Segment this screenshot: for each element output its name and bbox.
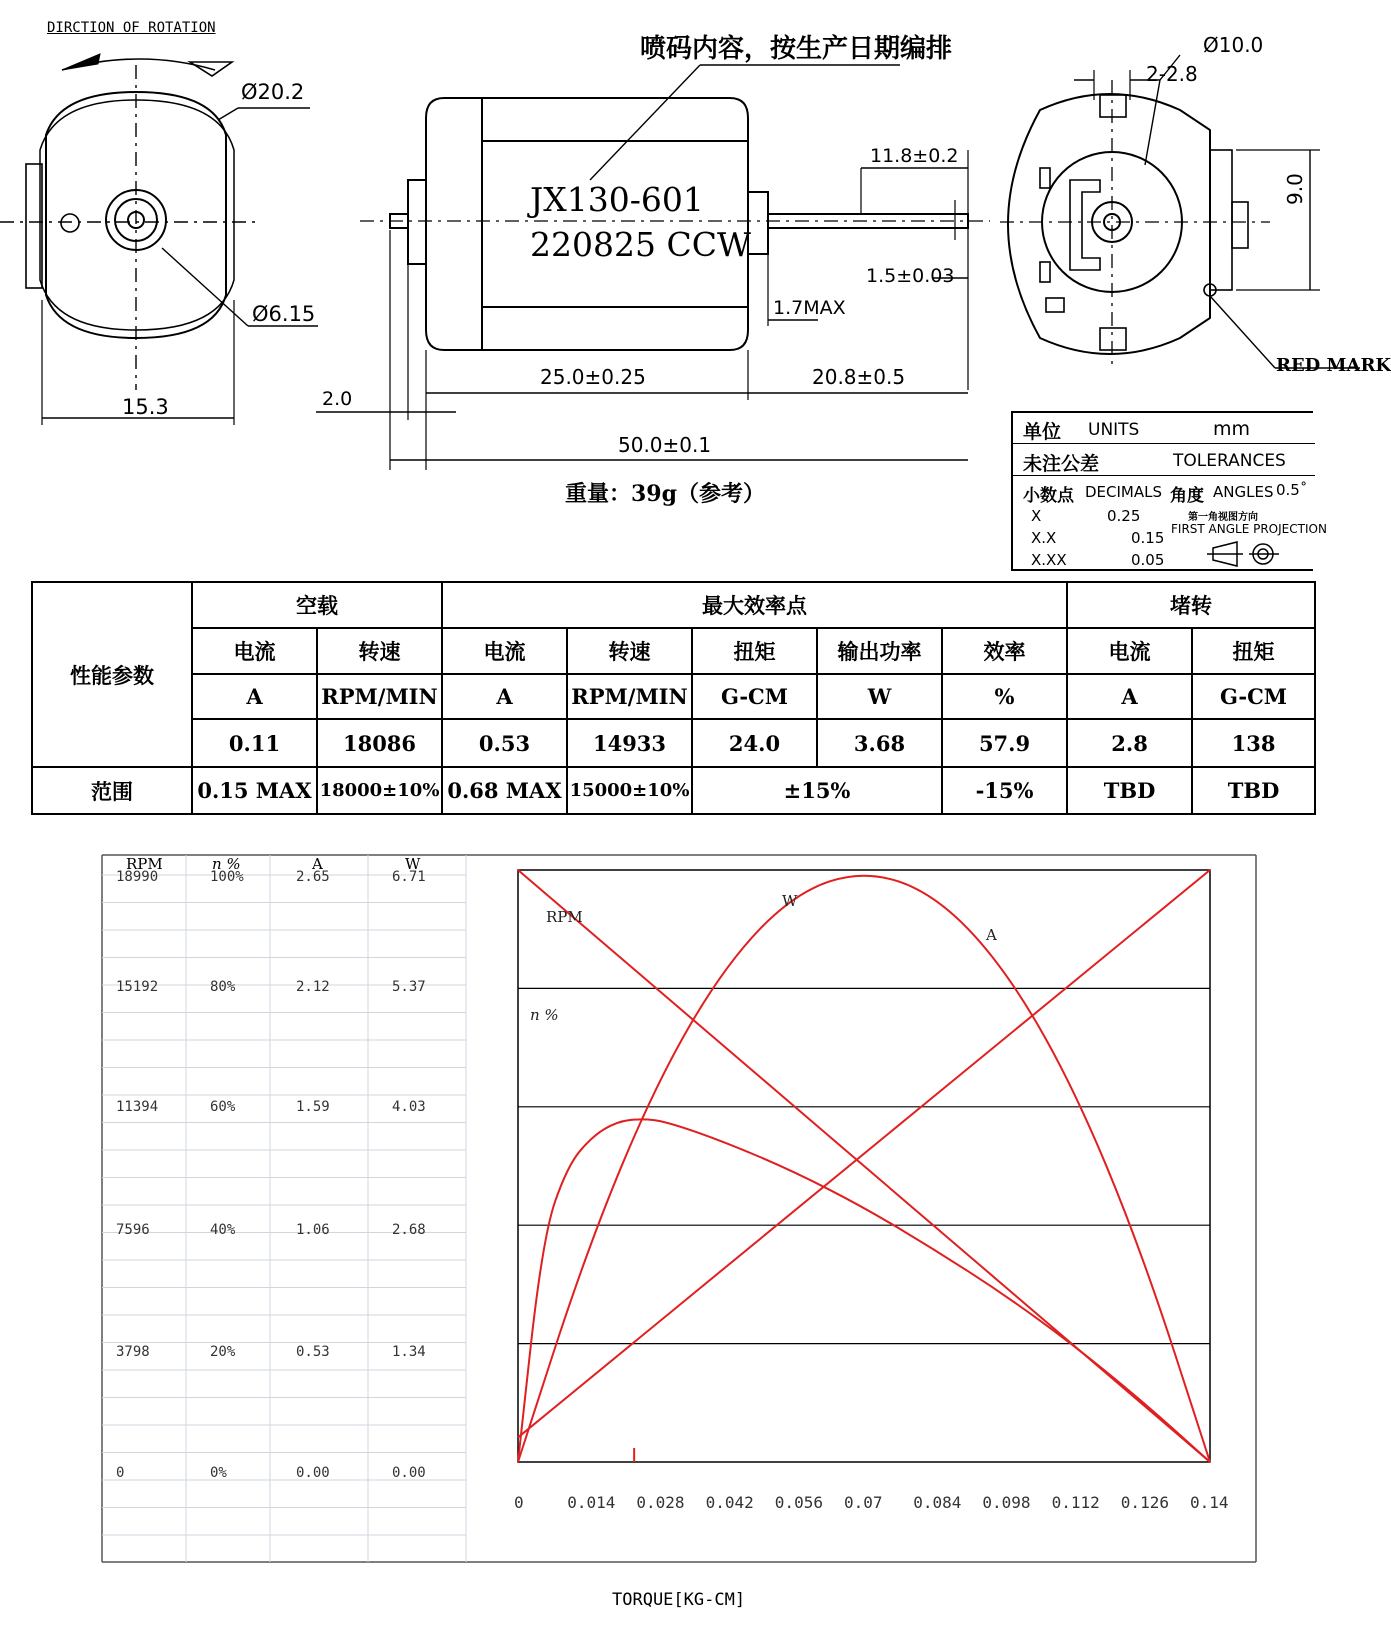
value-cell: 14933: [567, 719, 692, 767]
unit-cell: A: [442, 674, 567, 719]
unit-cell: W: [817, 674, 942, 719]
dim-50-0: 50.0±0.1: [618, 433, 712, 457]
x-tick-label: 0.14: [1190, 1493, 1229, 1512]
value-cell: 3.68: [817, 719, 942, 767]
sheet-cell: 0: [116, 1465, 125, 1481]
projection-en: FIRST ANGLE PROJECTION: [1171, 522, 1327, 536]
code-note: 喷码内容，按生产日期编排: [640, 34, 953, 64]
x-tick-label: 0.098: [982, 1493, 1031, 1512]
sheet-header: W: [405, 855, 421, 873]
range-cell: 0.15 MAX: [192, 767, 317, 814]
dim-1-5: 1.5±0.03: [866, 265, 955, 287]
angles-en: ANGLES: [1213, 483, 1274, 501]
x-tick-label: 0: [514, 1493, 524, 1512]
dim-20-8: 20.8±0.5: [812, 365, 906, 389]
projection-cn: 第一角视图方向: [1188, 512, 1258, 523]
param-cell: 扭矩: [1192, 628, 1315, 674]
group-max-efficiency: 最大效率点: [442, 582, 1067, 628]
dim-dia-20-2: Ø20.2: [241, 80, 305, 104]
value-sheet: [102, 855, 470, 1563]
x-tick-label: 0.028: [636, 1493, 685, 1512]
rear-view-outline: [1008, 94, 1210, 354]
units-value: mm: [1213, 418, 1251, 440]
range-cell: ±15%: [692, 767, 942, 814]
dim-dia-10-0: Ø10.0: [1203, 33, 1264, 57]
value-cell: 2.8: [1067, 719, 1192, 767]
sheet-cell: 3798: [116, 1344, 150, 1360]
unit-cell: RPM/MIN: [317, 674, 442, 719]
sheet-cell: 18990: [116, 869, 159, 885]
param-cell: 效率: [942, 628, 1067, 674]
range-cell: -15%: [942, 767, 1067, 814]
tol-key-xxx: X.XX: [1031, 551, 1067, 569]
units-en: UNITS: [1088, 420, 1140, 440]
dim-25-0: 25.0±0.25: [540, 365, 646, 389]
param-cell: 转速: [567, 628, 692, 674]
x-tick-label: 0.126: [1120, 1493, 1169, 1512]
sheet-cell: 0.00: [392, 1465, 426, 1481]
value-cell: 18086: [317, 719, 442, 767]
dim-1-7: 1.7MAX: [773, 297, 846, 319]
range-cell: 15000±10%: [567, 767, 692, 814]
group-stall: 堵转: [1067, 582, 1315, 628]
value-cell: 24.0: [692, 719, 817, 767]
motor-body: [426, 98, 748, 350]
unit-cell: A: [1067, 674, 1192, 719]
x-tick-label: 0.014: [567, 1493, 616, 1512]
units-cn: 单位: [1023, 421, 1062, 443]
performance-table: [31, 581, 1316, 815]
range-cell: TBD: [1192, 767, 1315, 814]
value-cell: 138: [1192, 719, 1315, 767]
sheet-cell: 60%: [210, 1099, 236, 1115]
sheet-cell: 5.37: [392, 979, 426, 995]
param-cell: 电流: [442, 628, 567, 674]
sheet-cell: 100%: [210, 869, 244, 885]
param-cell: 转速: [317, 628, 442, 674]
sheet-cell: 4.03: [392, 1099, 426, 1115]
decimals-cn: 小数点: [1023, 486, 1074, 506]
sheet-cell: 0.00: [296, 1465, 330, 1481]
tolerance-block: [1011, 411, 1327, 571]
series-label: n %: [530, 1006, 559, 1024]
series-label: W: [782, 892, 798, 910]
sheet-cell: 15192: [116, 979, 159, 995]
series-line-n: [518, 1119, 1210, 1462]
value-cell: 0.11: [192, 719, 317, 767]
tolerances-cn: 未注公差: [1023, 453, 1100, 475]
sheet-cell: 2.68: [392, 1222, 426, 1238]
unit-cell: G-CM: [1192, 674, 1315, 719]
dim-9-0: 9.0: [1283, 173, 1307, 205]
unit-cell: A: [192, 674, 317, 719]
tol-val-x: 0.25: [1107, 507, 1141, 525]
row-title-range: 范围: [32, 767, 192, 814]
projection-symbol-icon: [1207, 538, 1287, 570]
series-line-a: [518, 870, 1210, 1437]
sheet-cell: 11394: [116, 1099, 159, 1115]
dim-2-2-8: 2-2.8: [1146, 62, 1198, 86]
x-tick-label: 0.084: [913, 1493, 962, 1512]
series-label: RPM: [546, 908, 583, 926]
motor-model: JX130-601: [530, 180, 704, 219]
sheet-cell: 20%: [210, 1344, 236, 1360]
x-axis-label: TORQUE[KG-CM]: [612, 1590, 746, 1610]
range-cell: TBD: [1067, 767, 1192, 814]
sheet-header: A: [312, 855, 323, 873]
sheet-cell: 2.65: [296, 869, 330, 885]
sheet-cell: 1.34: [392, 1344, 426, 1360]
param-cell: 输出功率: [817, 628, 942, 674]
weight-note: 重量：39g（参考）: [565, 481, 765, 507]
tol-key-xx: X.X: [1031, 529, 1057, 547]
angles-cn: 角度: [1170, 486, 1204, 506]
decimals-en: DECIMALS: [1085, 483, 1163, 501]
value-cell: 0.53: [442, 719, 567, 767]
sheet-cell: 1.59: [296, 1099, 330, 1115]
sheet-cell: 80%: [210, 979, 236, 995]
x-tick-label: 0.056: [774, 1493, 823, 1512]
sheet-cell: 0.53: [296, 1344, 330, 1360]
performance-chart: [500, 860, 1240, 1500]
unit-cell: G-CM: [692, 674, 817, 719]
group-no-load: 空载: [192, 582, 442, 628]
sheet-cell: 0%: [210, 1465, 227, 1481]
row-title-performance: 性能参数: [32, 582, 192, 767]
value-cell: 57.9: [942, 719, 1067, 767]
param-cell: 电流: [192, 628, 317, 674]
series-label: A: [986, 926, 997, 944]
dim-width-15-3: 15.3: [122, 395, 169, 419]
sheet-cell: 1.06: [296, 1222, 330, 1238]
dim-11-8: 11.8±0.2: [870, 145, 959, 167]
motor-date-code: 220825 CCW: [530, 225, 751, 264]
rotation-direction-label: DIRCTION OF ROTATION: [47, 20, 216, 36]
param-cell: 扭矩: [692, 628, 817, 674]
range-cell: 18000±10%: [317, 767, 442, 814]
range-cell: 0.68 MAX: [442, 767, 567, 814]
sheet-cell: 6.71: [392, 869, 426, 885]
tol-val-xx: 0.15: [1131, 529, 1165, 547]
sheet-cell: 40%: [210, 1222, 236, 1238]
dim-dia-6-15: Ø6.15: [252, 302, 316, 326]
sheet-cell: 2.12: [296, 979, 330, 995]
param-cell: 电流: [1067, 628, 1192, 674]
x-tick-label: 0.112: [1051, 1493, 1100, 1512]
red-mark-label: RED MARK: [1276, 355, 1391, 376]
sheet-header: n %: [212, 855, 241, 873]
tol-val-xxx: 0.05: [1131, 551, 1165, 569]
angles-value: 0.5˚: [1276, 481, 1308, 499]
tolerances-en: TOLERANCES: [1173, 451, 1286, 471]
x-tick-label: 0.07: [844, 1493, 883, 1512]
tol-key-x: X: [1031, 507, 1042, 525]
unit-cell: %: [942, 674, 1067, 719]
sheet-cell: 7596: [116, 1222, 150, 1238]
sheet-header: RPM: [126, 855, 163, 873]
x-tick-label: 0.042: [705, 1493, 754, 1512]
unit-cell: RPM/MIN: [567, 674, 692, 719]
dim-2-0: 2.0: [322, 388, 353, 410]
